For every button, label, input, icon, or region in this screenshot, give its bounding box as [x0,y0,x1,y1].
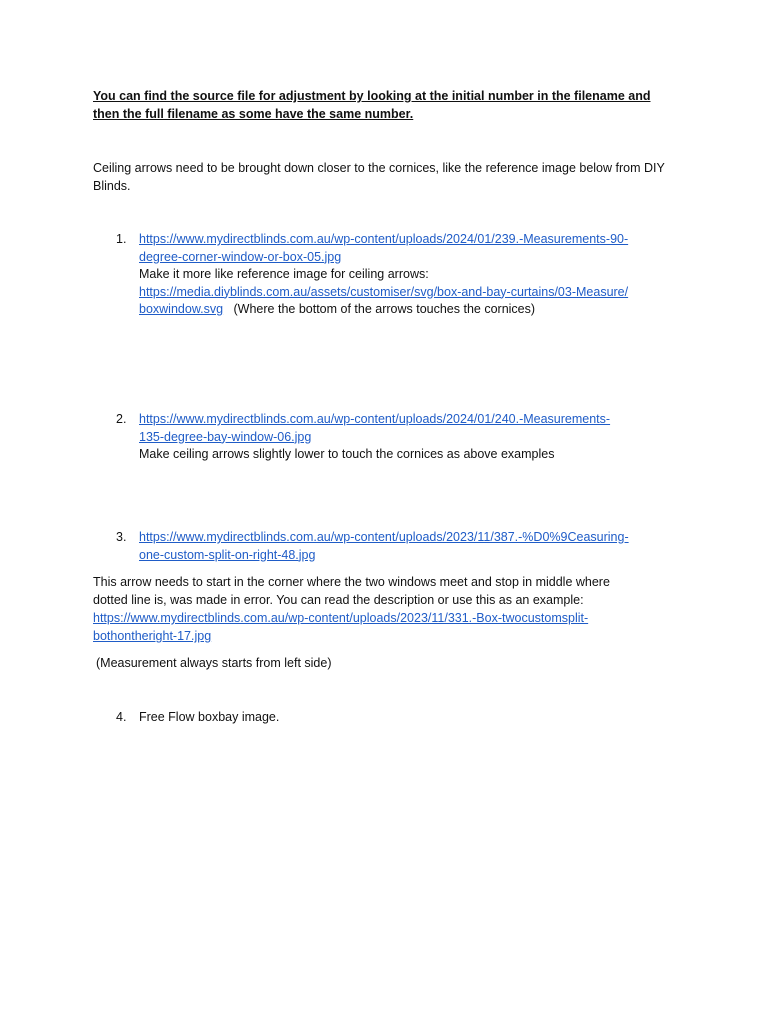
list-number: 4. [116,710,127,724]
reference-note: (Where the bottom of the arrows touches the cornices) [233,302,536,316]
arrow-correction-paragraph: This arrow needs to start in the corner where the two windows meet and stop in middle where dotted line is, was made in error. You can read the description or use this as an example: https://www.mydirectblinds.com.au/wp-content/uploads/2023/11/331.-Box-twocustomsplit- bothontheright-17.jpg [93,573,673,645]
ceiling-arrows-paragraph: Ceiling arrows need to be brought down closer to the cornices, like the reference image below from DIY Blinds. [93,161,665,193]
reference-link-continued[interactable]: boxwindow.svg [139,302,224,316]
item-3-link[interactable]: https://www.mydirectblinds.com.au/wp-content/uploads/2023/11/387.-%D0%9Ceasuring- one-custom-split-on-right-48.jpg [139,530,629,562]
list-item-4 [93,709,683,727]
item-4-text: Free Flow boxbay image. [139,710,280,724]
list-item-3 [93,529,683,564]
list-number: 1. [116,232,127,246]
example-link[interactable]: https://www.mydirectblinds.com.au/wp-content/uploads/2023/11/331.-Box-twocustomsplit- bothontheright-17.jpg [93,611,589,643]
list-number: 3. [116,530,127,544]
reference-link[interactable]: https://media.diyblinds.com.au/assets/customiser/svg/box-and-bay-curtains/03-Measure/ [139,284,629,299]
list-number: 2. [116,412,127,426]
intro-instruction: You can find the source file for adjustment by looking at the initial number in the filename and then the full filename as some have the same number. [93,89,651,121]
list-item-1 [93,231,683,319]
item-2-note: Make ceiling arrows slightly lower to touch the cornices as above examples [139,447,555,461]
item-2-link[interactable]: https://www.mydirectblinds.com.au/wp-content/uploads/2024/01/240.-Measurements- 135-degree-bay-window-06.jpg [139,412,611,444]
list-item-2 [93,411,683,464]
item-1-note: Make it more like reference image for ceiling arrows: [139,267,429,281]
item-1-link[interactable]: https://www.mydirectblinds.com.au/wp-content/uploads/2024/01/239.-Measurements-90- degree-corner-window-or-box-05.jpg [139,232,629,264]
measurement-note: (Measurement always starts from left side) [96,656,332,670]
